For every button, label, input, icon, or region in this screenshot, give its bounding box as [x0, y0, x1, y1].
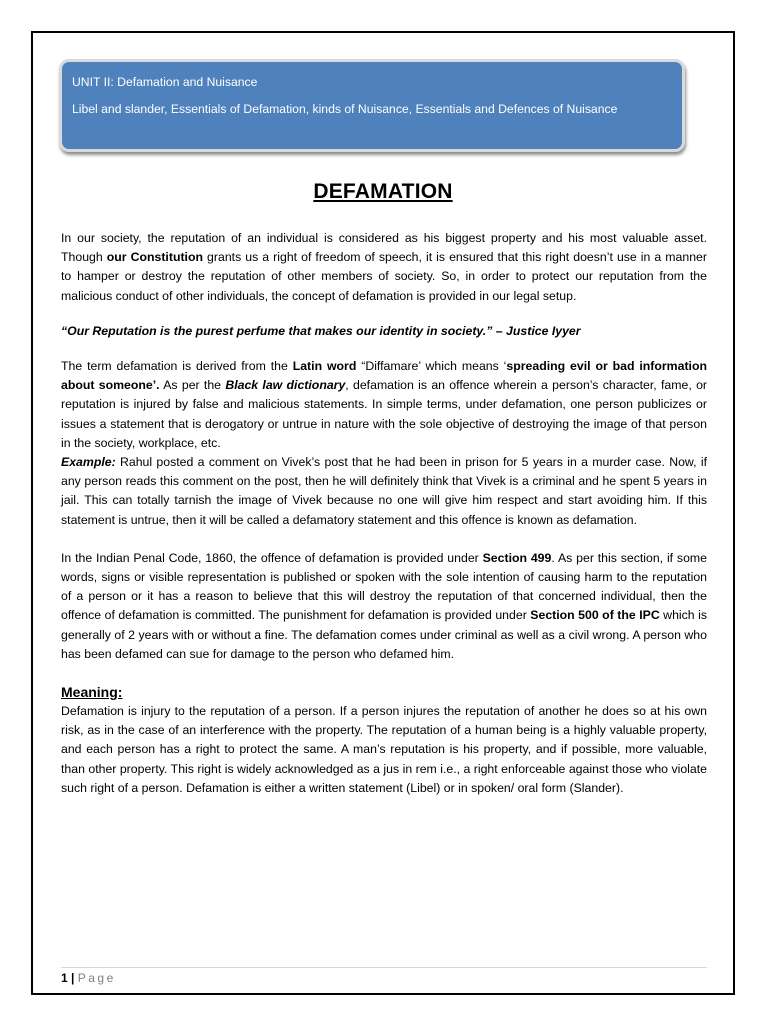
footer-divider — [61, 967, 707, 968]
unit-header-box — [59, 59, 685, 152]
unit-title: UNIT II: Defamation and Nuisance — [72, 75, 258, 89]
example-label: Example: — [61, 455, 116, 470]
text-run: Rahul posted a comment on Vivek’s post that he had been in prison for 5 years in a murder case. Now, if any person reads this comment on the post, then he will definitely think that Vivek is a criminal and he spent 5 years in jail. This can totally tarnish the image of Vivek because no one will give him respect and start avoiding him. If this statement is untrue, then it will be called a defamatory statement and this offence is known as defamation. — [61, 455, 707, 527]
intro-paragraph — [61, 229, 707, 306]
text-run: The term defamation is derived from the — [61, 359, 293, 374]
page-title: DEFAMATION — [313, 180, 453, 203]
page-label: Page — [77, 971, 116, 985]
bold-text: Section 499 — [482, 550, 552, 565]
bold-text: Section 500 of the IPC — [530, 608, 660, 623]
page-number: 1 — [61, 971, 68, 985]
example-paragraph — [61, 453, 707, 530]
etymology-paragraph — [61, 357, 707, 453]
text-run: “Diffamare’ which means ‘ — [356, 359, 507, 374]
document-page — [31, 31, 735, 995]
text-run: As per the — [159, 378, 226, 393]
text-run: In our society, the reputation of an individual is considered as his biggest property and his most valuable asset. Though — [61, 231, 707, 265]
bold-text: our Constitution — [106, 250, 203, 265]
bold-text: Latin word — [292, 359, 357, 374]
text-run: . As per this section, if some words, signs or visible representation is published or spoken with the sole intention of causing harm to the reputation of a person or it has a reason to believe that this will destroy the reputation of that concerned individual, then the offence of defamation is committed. The punishment for defamation is provided under — [61, 550, 707, 623]
meaning-paragraph: Defamation is injury to the reputation of a person. If a person injures the reputation of another he does so at his own risk, as in the case of an interference with the property. The reputation of a human being is a highly valuable property, and each person has a right to protect the same. A man’s reputation is his property, and if possible, more valuable, than other property. This right is widely acknowledged as a jus in rem i.e., a right enforceable against those who violate such right of a person. Defamation is either a written statement (Libel) or in spoken/ oral form (Slander). — [61, 704, 707, 795]
meaning-heading: Meaning: — [61, 684, 123, 701]
document-body — [61, 229, 707, 798]
text-run: which is generally of 2 years with or without a fine. The defamation comes under criminal as well as a civil wrong. A person who has been defamed can sue for damage to the person who defamed him. — [61, 608, 707, 661]
ipc-paragraph — [61, 549, 707, 664]
text-run: grants us a right of freedom of speech, it is ensured that this right doesn’t use in a manner to hamper or destroy the reputation of other members of society. So, in order to protect our reputation from the malicious conduct of other individuals, the concept of defamation is provided in our legal setup. — [61, 250, 707, 303]
text-run: , defamation is an offence wherein a person’s character, fame, or reputation is injured by false and malicious statements. In simple terms, under defamation, one person publicizes or issues a statement that is derogatory or untrue in nature with the sole objective of destroying the image of that person in the society, workplace, etc. — [61, 378, 707, 450]
page-footer — [61, 970, 116, 986]
quote-paragraph: “Our Reputation is the purest perfume that makes our identity in society.” – Justice Iyyer — [61, 323, 581, 338]
unit-topics: Libel and slander, Essentials of Defamation, kinds of Nuisance, Essentials and Defences of Nuisance — [72, 102, 618, 116]
bold-italic-text: Black law dictionary — [225, 378, 346, 393]
footer-separator: | — [71, 971, 75, 985]
bold-text: spreading evil or bad information about someone’. — [61, 359, 707, 393]
text-run: In the Indian Penal Code, 1860, the offence of defamation is provided under — [61, 550, 483, 565]
